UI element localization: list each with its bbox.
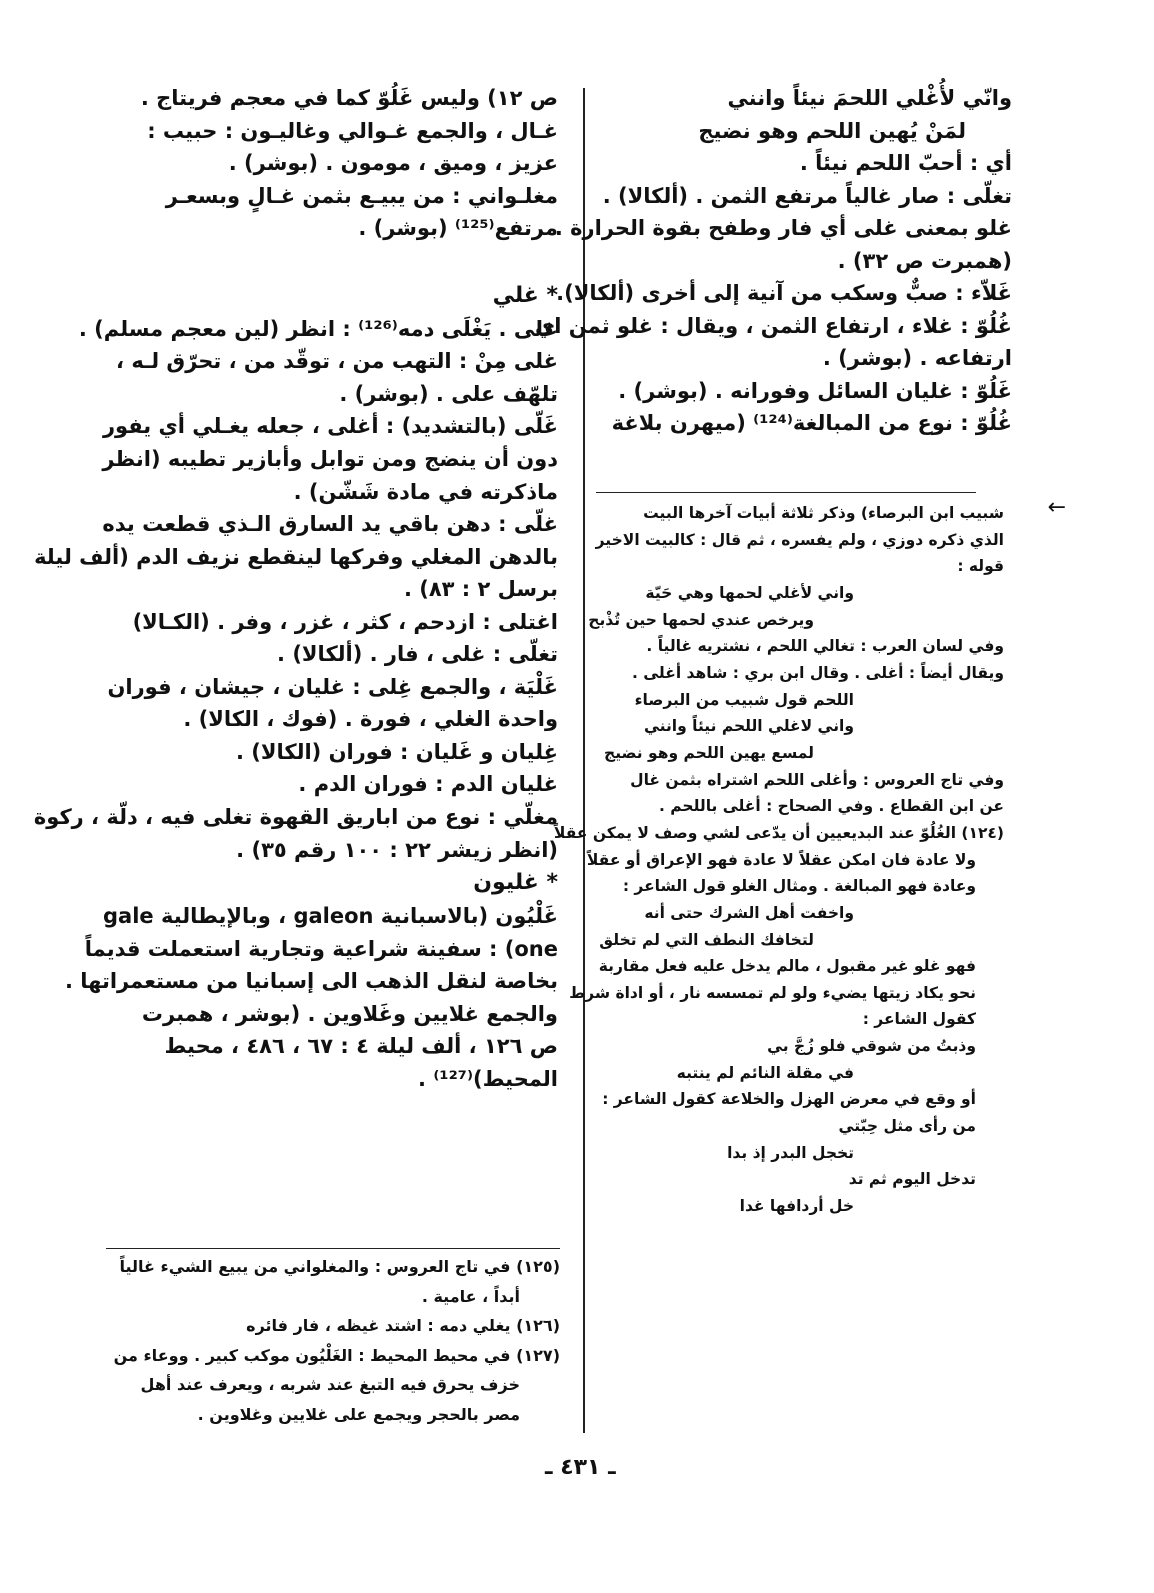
entry-line: برسل ٢ : ٨٣) .	[403, 577, 558, 602]
footnote-verse: واخفت أهل الشرك حتى أنه	[644, 903, 854, 922]
entry-line: غلى مِنْ : التهب من ، توقّد من ، تحرّق لـه ،	[116, 349, 558, 374]
entry-line: ص ١٢) وليس غَلُوّ كما في معجم فريتاج .	[140, 86, 558, 110]
footnote-line: وعادة فهو المبالغة . ومثال الغلو قول الشاعر :	[622, 877, 976, 896]
continuation-arrow-icon: ←	[1047, 495, 1066, 520]
footnote-line: فهو غلو غير مقبول ، مالم يدخل عليه فعل مقاربة	[598, 957, 976, 976]
entry-line: تغلّى : صار غالياً مرتفع الثمن . (ألكالا) .	[602, 183, 1012, 208]
entry-line: تلهّف على . (بوشر) .	[339, 381, 558, 406]
footnote-verse: خل أردافها غدا	[739, 1197, 854, 1216]
entry-line: غَلّى (بالتشديد) : أغلى ، جعله يغـلي أي يفور	[102, 414, 558, 439]
footnote-verse: وذبتُ من شوقي فلو زُجَّ بي	[767, 1037, 976, 1056]
footnote-verse: تخجل البدر إذ بدا	[727, 1143, 854, 1162]
footnote-verse: في مقلة النائم لم ينتبه	[676, 1063, 854, 1082]
section-heading: * غلي	[492, 282, 558, 308]
entry-line: ارتفاعه . (بوشر) .	[822, 346, 1012, 371]
entry-line: تغلّى : غلى ، فار . (ألكالا) .	[277, 642, 558, 667]
entry-line: غليان الدم : فوران الدم .	[298, 772, 558, 797]
entry-line: اغتلى : ازدحم ، كثر ، غزر ، وفر . (الكـالا)	[132, 609, 558, 634]
right-footnotes	[553, 500, 1004, 1220]
entry-line: غُلُوّ : غلاء ، ارتفاع الثمن ، ويقال : غلو ثمن اي	[535, 313, 1012, 338]
section-heading: * غليون	[473, 870, 558, 896]
footnote-line: (١٢٦) يغلي دمه : اشتد غيظه ، فار فائره	[246, 1316, 560, 1336]
entry-line: المحيط)⁽¹²⁷⁾ .	[418, 1066, 558, 1091]
entry-line: غلّى : دهن باقي يد السارق الـذي قطعت يده	[102, 512, 558, 537]
footnote-line: (١٢٤) الغُلُوّ عند البديعيين أن يدّعى لشي وصف لا يمكن عقلاً	[553, 823, 1004, 842]
entry-line: غِليان و غَليان : فوران (الكالا) .	[235, 739, 558, 764]
left-column	[33, 82, 558, 1096]
entry-line: بالدهن المغلي وفركها لينقطع نزيف الدم (ألف ليلة	[34, 544, 558, 569]
entry-line: غُلُوّ : نوع من المبالغة⁽¹²⁴⁾ (ميهرن بلاغة	[611, 411, 1012, 436]
entry-line: غَلْيُون (بالاسبانية galeon ، وبالإيطالية gale	[103, 904, 558, 929]
footnote-line: خزف يحرق فيه التبغ عند شربه ، ويعرف عند أهل	[140, 1375, 520, 1395]
entry-line: غَلاّء : صبٌّ وسكب من آنية إلى أخرى (ألكالا).	[556, 281, 1012, 306]
entry-line: ماذكرته في مادة شَشّن) .	[293, 479, 558, 504]
entry-line: غَلْيَة ، والجمع غِلى : غليان ، جيشان ، فوران	[107, 674, 558, 699]
footnote-line: قوله :	[957, 557, 1004, 576]
footnote-rule-right	[596, 492, 976, 493]
footnote-verse: اللحم قول شبيب من البرصاء	[634, 690, 854, 709]
entry-line: والجمع غلايين وغَلاوين . (بوشر ، همبرت	[141, 1001, 558, 1026]
footnote-rule-left	[106, 1248, 560, 1249]
entry-line: غَلُوّ : غليان السائل وفورانه . (بوشر) .	[618, 378, 1012, 403]
entry-line: ص ١٢٦ ، ألف ليلة ٤ : ٦٧ ، ٤٨٦ ، محيط	[164, 1034, 558, 1059]
entry-line: دون أن ينضج ومن توابل وأبازير تطيبه (انظر	[102, 447, 558, 472]
footnote-verse: واني لأغلي لحمها وهي حَيّة	[645, 583, 854, 602]
entry-line: مغلـواني : من يبيـع بثمن غـالٍ وبسعـر	[165, 183, 558, 208]
entry-line: أي : أحبّ اللحم نيئاً .	[799, 151, 1012, 176]
footnote-verse: ويرخص عندي لحمها حين تُذْبح	[588, 610, 814, 629]
right-column	[535, 82, 1012, 440]
verse-line: لمَنْ يُهين اللحم وهو نضيج	[698, 118, 966, 143]
footnote-line: أو وقع في معرض الهزل والخلاعة كقول الشاعر :	[602, 1090, 976, 1109]
footnote-line: كقول الشاعر :	[862, 1010, 976, 1029]
footnote-line: الذي ذكره دوزي ، ولم يفسره ، ثم قال : كالبيت الاخير	[595, 530, 1004, 549]
verse-line: وانّي لأُغْلي اللحمَ نيئاً وانني	[727, 86, 1012, 110]
footnote-line: وفي لسان العرب : تغالي اللحم ، نشتريه غالياً .	[646, 637, 1004, 656]
footnote-line: وفي تاج العروس : وأغلى اللحم اشتراه بثمن غال	[630, 770, 1004, 789]
footnote-line: ويقال أيضاً : أغلى . وقال ابن بري : شاهد أغلى .	[631, 663, 1004, 682]
footnote-verse: واني لاغلي اللحم نيئاً وانني	[643, 717, 854, 736]
footnote-line: أبداً ، عامية .	[421, 1286, 520, 1306]
footnote-line: عن ابن القطاع . وفي الصحاح : أغلى باللحم .	[658, 797, 1004, 816]
footnote-line: (١٢٥) في تاج العروس : والمغلواني من يبيع الشيء غالياً	[119, 1257, 560, 1276]
entry-line: مغلّي : نوع من اباريق القهوة تغلى فيه ، دلّة ، ركوة	[33, 805, 558, 830]
footnote-line: ولا عادة فان امكن عقلاً لا عادة فهو الإعراق أو عقلاً	[586, 850, 976, 869]
entry-line: غلى . يَغْلَى دمه⁽¹²⁶⁾ : انظر (لين معجم مسلم) .	[78, 316, 558, 341]
entry-line: بخاصة لنقل الذهب الى إسبانيا من مستعمراتها .	[64, 969, 558, 994]
entry-line: (همبرت ص ٣٢) .	[837, 248, 1012, 273]
entry-line: غـال ، والجمع غـوالي وغاليـون : حبيب :	[147, 118, 558, 143]
page-number: ـ ٤٣١ ـ	[545, 1455, 616, 1480]
footnote-verse: من رأى مثل حِبّتي	[838, 1117, 976, 1136]
footnote-line: مصر بالحجر ويجمع على غلايين وغلاوين .	[197, 1404, 520, 1424]
left-footnotes	[106, 1252, 560, 1430]
footnote-line: نحو يكاد زيتها يضيء ولو لم تمسسه نار ، أو اداة شرط	[569, 983, 976, 1002]
entry-line: (انظر زيشر ٢٢ : ١٠٠ رقم ٣٥) .	[236, 837, 558, 862]
footnote-verse: لمسع يهين اللحم وهو نضيج	[604, 743, 814, 762]
footnote-verse: لتخافك النطف التي لم تخلق	[599, 930, 814, 949]
footnote-line: (١٢٧) في محيط المحيط : الغَلْيُون موكب كبير . ووعاء من	[113, 1345, 560, 1365]
entry-line: one) : سفينة شراعية وتجارية استعملت قديماً	[84, 936, 558, 961]
entry-line: مرتفع⁽¹²⁵⁾ (بوشر) .	[358, 216, 558, 241]
entry-line: غلو بمعنى غلى أي فار وطفح بقوة الحرارة .	[554, 216, 1012, 241]
footnote-verse: تدخل اليوم ثم تد	[848, 1170, 976, 1189]
entry-line: واحدة الغلي ، فورة . (فوك ، الكالا) .	[183, 707, 558, 732]
entry-line: عزيز ، وميق ، مومون . (بوشر) .	[228, 151, 558, 176]
footnote-line: شبيب ابن البرصاء) وذكر ثلاثة أبيات آخرها البيت	[643, 504, 1004, 522]
